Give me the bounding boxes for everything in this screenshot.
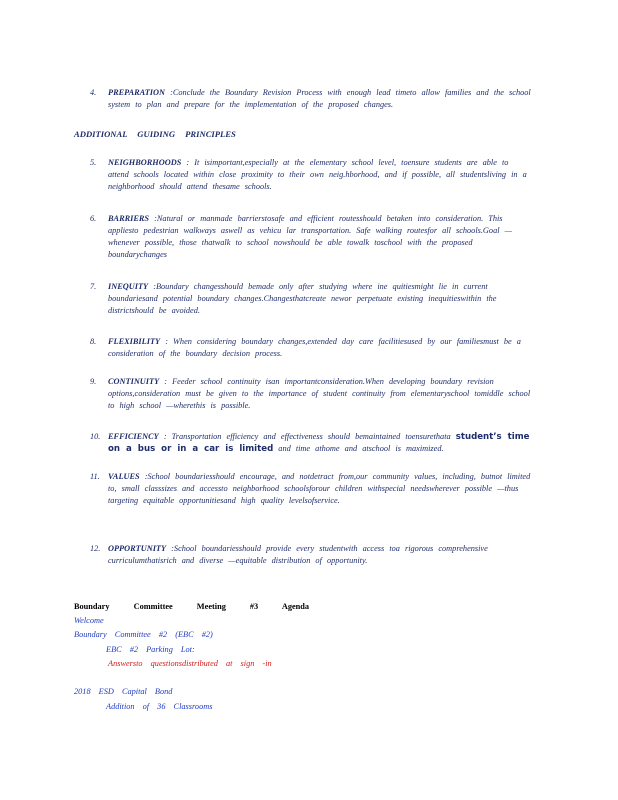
item-text: : Transportation efficiency and effectiveness should bemaintained toensurethata	[163, 432, 451, 441]
item-text: : Feeder school continuity isan importantconsideration.When developing boundary revision options,consideration must be given to the importance of student continuity from elementaryschool tomiddle school to high school —wherethis is possible.	[108, 377, 531, 410]
item-number: 6.	[90, 214, 97, 223]
item-heading: PREPARATION	[108, 88, 166, 97]
item-text: :Conclude the Boundary Revision Process with enough lead timeto allow families and the school system to plan and prepare for the implementation of the proposed changes.	[108, 88, 531, 109]
agenda-title: Boundary Committee Meeting #3 Agenda	[74, 602, 310, 611]
principle-8	[92, 336, 532, 360]
principle-7	[92, 281, 532, 317]
principle-10	[92, 431, 532, 455]
item-text: :Natural or manmade barrierstosafe and efficient routesshould betaken into consideration. This appliesto pedestrian walkways aswell as vehicu lar transportation. Safe walking routesfor all schools.Goal —whenever possible, those thatwalk to school nowshould be able towalk toschool with the proposed boundarychanges	[108, 214, 512, 259]
item-heading: FLEXIBILITY	[108, 337, 161, 346]
item-number: 10.	[90, 432, 101, 441]
principle-9	[92, 376, 532, 412]
section-title: ADDITIONAL GUIDING PRINCIPLES	[74, 129, 236, 139]
agenda-parking: EBC #2 Parking Lot:	[106, 645, 195, 654]
item-text: : When considering boundary changes,extended day care facilitiesused by our familiesmust be a consideration of the boundary decision process.	[108, 337, 521, 358]
agenda-answers: Answersto questionsdistributed at sign -in	[108, 659, 272, 668]
agenda-ebc-heading: Boundary Committee #2 (EBC #2)	[74, 630, 213, 639]
item-heading: BARRIERS	[108, 214, 150, 223]
item-heading: OPPORTUNITY	[108, 544, 167, 553]
item-heading: NEIGHBORHOODS	[108, 158, 182, 167]
item-text: :Boundary changesshould bemade only after studying where ine quitiesmight lie in current boundariesand potential boundary changes.Changesthatcreate newor perpetuate existing inequitieswithin the districtshould be avoided.	[108, 282, 497, 315]
item-number: 9.	[90, 377, 97, 386]
item-emphasis: student’s time on a bus or in a car is limited	[108, 432, 530, 454]
item-text: : It isimportant,especially at the elementary school level, toensure students are able to attend schools located within close proximity to their own neig.hborhood, and if possible, all studentsliving in a neighborhood should attend thesame schools.	[108, 158, 527, 191]
principle-12	[92, 543, 532, 567]
item-number: 12.	[90, 544, 101, 553]
agenda-bond-heading: 2018 ESD Capital Bond	[74, 687, 173, 696]
item-text: :School boundariesshould provide every studentwith access toa rigorous comprehensive curriculumthatisrich and diverse —equitable distribution of opportunity.	[108, 544, 488, 565]
item-number: 5.	[90, 158, 97, 167]
item-heading: EFFICIENCY	[108, 432, 159, 441]
item-heading: VALUES	[108, 472, 140, 481]
principle-4	[92, 87, 532, 111]
item-text: :School boundariesshould encourage, and notdetract from,our community values, including, butnot limited to, small classsizes and accessto neighborhood schoolsforour children withspecial needswherever possible —thus targeting equitable opportunitiesand high quality levelsofservice.	[108, 472, 531, 505]
agenda-welcome: Welcome	[74, 616, 104, 625]
item-text-tail: and time athome and atschool is maximized.	[278, 444, 444, 453]
agenda-addition-item	[92, 700, 212, 713]
item-number: 7.	[90, 282, 97, 291]
agenda-addition: Addition of 36 Classrooms	[106, 702, 213, 711]
agenda-parking-item	[92, 643, 195, 656]
principle-5	[92, 157, 532, 193]
item-number: 4.	[90, 88, 97, 97]
principle-6	[92, 213, 532, 261]
item-heading: CONTINUITY	[108, 377, 160, 386]
item-number: 11.	[90, 472, 100, 481]
principle-11	[92, 471, 532, 507]
item-number: 8.	[90, 337, 97, 346]
item-heading: INEQUITY	[108, 282, 149, 291]
